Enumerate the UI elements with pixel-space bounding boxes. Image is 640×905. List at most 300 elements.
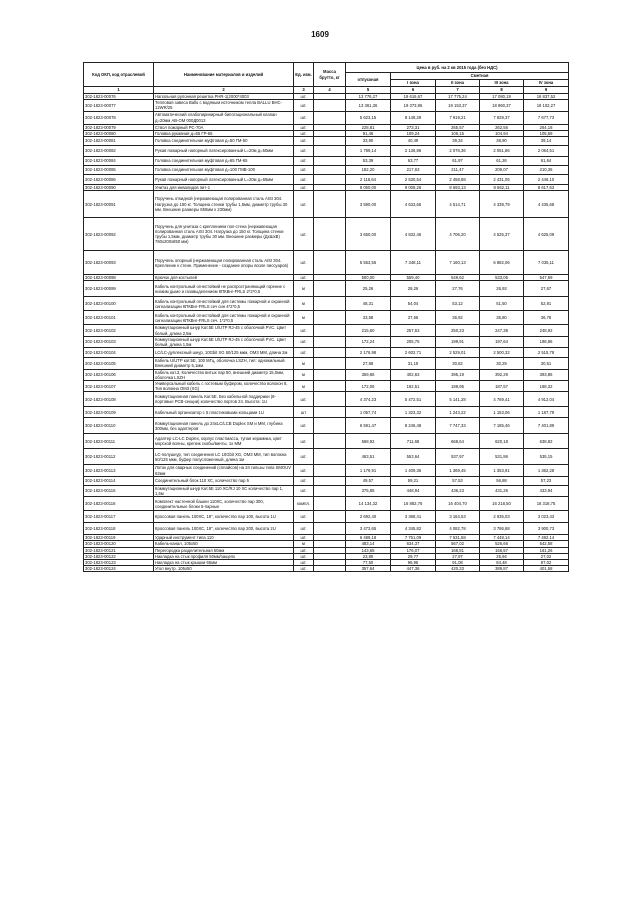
cell-z2: 4 514,71 xyxy=(436,191,480,218)
cell-release: 463,51 xyxy=(346,449,391,465)
cell-z2: 668,64 xyxy=(436,434,480,449)
table-row xyxy=(84,297,569,311)
cell-z2: 199,91 xyxy=(436,336,480,347)
cell-z2: 61,97 xyxy=(436,157,480,166)
col-index: 3 xyxy=(294,87,314,94)
table-row xyxy=(84,449,569,465)
cell-name: Лоток для сварных соединений (сплайсов) на 24 гильзы типа SMOUV 62мм xyxy=(154,465,294,476)
cell-z1: 402,63 xyxy=(391,369,436,380)
cell-z3: 84,48 xyxy=(480,560,524,566)
cell-z2: 4 082,78 xyxy=(436,523,480,535)
cell-z4: 264,18 xyxy=(524,124,569,130)
cell-code: 302-1823-00077 xyxy=(84,100,154,111)
cell-unit: м xyxy=(294,358,314,369)
table-row xyxy=(84,358,569,369)
col-index: 2 xyxy=(154,87,294,94)
cell-z2: 549,62 xyxy=(436,275,480,281)
cell-z2: 53,12 xyxy=(436,297,480,311)
cell-mass xyxy=(314,281,346,297)
cell-z4: 535,15 xyxy=(524,449,569,465)
cell-z1: 8 148,29 xyxy=(391,111,436,124)
cell-name: Головка соединительная муфтовая д=50 ГМ-50 xyxy=(154,137,294,146)
cell-code: 302-1823-00104 xyxy=(84,348,154,358)
cell-z3: 25,94 xyxy=(480,553,524,559)
cell-z4: 19 102,27 xyxy=(524,100,569,111)
cell-name: Коммутационная панель до 24xLC/LCB Duplex SM и MM, глубина 300мм, без адаптеров xyxy=(154,418,294,434)
cell-release: 1 057,74 xyxy=(346,407,391,418)
cell-code: 302-1823-00093 xyxy=(84,251,154,275)
header-release: отпускная xyxy=(346,73,391,87)
cell-z3: 61,26 xyxy=(480,157,524,166)
cell-release: 14 134,32 xyxy=(346,497,391,511)
cell-mass xyxy=(314,325,346,336)
cell-name: Коммутационный шнур Кат.5Е U/UTP RJ-45 с оболочкой PVC. Цвет белый, длина 1,5м xyxy=(154,336,294,347)
cell-mass xyxy=(314,511,346,523)
header-code: Код ОКП, код отраслевой xyxy=(84,63,154,87)
cell-z2: 19 153,37 xyxy=(436,100,480,111)
cell-z1: 205,75 xyxy=(391,336,436,347)
cell-z1: 28,26 xyxy=(391,281,436,297)
cell-release: 13 361,36 xyxy=(346,100,391,111)
cell-code: 302-1823-00105 xyxy=(84,358,154,369)
cell-release: 2 176,98 xyxy=(346,348,391,358)
cell-z2: 91,08 xyxy=(436,560,480,566)
cell-code: 302-1823-00102 xyxy=(84,325,154,336)
cell-z1: 16 882,76 xyxy=(391,497,436,511)
cell-z3: 51,50 xyxy=(480,297,524,311)
cell-code: 302-1823-00085 xyxy=(84,166,154,175)
cell-z4: 27,67 xyxy=(524,281,569,297)
cell-z3: 2 431,05 xyxy=(480,175,524,185)
cell-z1: 7 348,11 xyxy=(391,251,436,275)
cell-name: Коммутационный шнур Кат.5Е U/UTP RJ-45 с оболочкой PVC. Цвет белый, длина 2,5м xyxy=(154,325,294,336)
cell-z2: 30,62 xyxy=(436,358,480,369)
cell-z2: 27,76 xyxy=(436,281,480,297)
cell-z1: 19 373,95 xyxy=(391,100,436,111)
cell-z2: 2 076,36 xyxy=(436,146,480,157)
cell-mass xyxy=(314,358,346,369)
table-row xyxy=(84,465,569,476)
cell-code: 302-1823-00123 xyxy=(84,560,154,566)
cell-z3: 1 353,91 xyxy=(480,465,524,476)
cell-z4: 210,36 xyxy=(524,166,569,175)
cell-mass xyxy=(314,465,346,476)
cell-code: 302-1823-00082 xyxy=(84,146,154,157)
cell-name: Ствол пожарный РС-70А xyxy=(154,124,294,130)
cell-name: Головка соединительная муфтовая д=65 ГМ-65 xyxy=(154,157,294,166)
cell-name: Накладка на стык крышки 65мм xyxy=(154,560,294,566)
cell-release: 172,06 xyxy=(346,381,391,392)
cell-release: 215,60 xyxy=(346,325,391,336)
cell-unit: шт. xyxy=(294,166,314,175)
cell-release: 77,50 xyxy=(346,560,391,566)
cell-z1: 59,21 xyxy=(391,476,436,485)
cell-unit: шт. xyxy=(294,553,314,559)
cell-z2: 1 369,45 xyxy=(436,465,480,476)
cell-z3: 2 500,32 xyxy=(480,348,524,358)
cell-z2: 7 919,21 xyxy=(436,111,480,124)
cell-z2: 168,81 xyxy=(436,547,480,553)
header-price-group: Цена в руб. на 2 кв 2015 года (без НДС) xyxy=(346,63,569,73)
cell-code: 302-1823-00116 xyxy=(84,497,154,511)
cell-z4: 3 900,73 xyxy=(524,523,569,535)
cell-z2: 57,53 xyxy=(436,476,480,485)
cell-name: Кроссовая панель 100ХС, 19", количество пар 100, высота 1U xyxy=(154,511,294,523)
cell-z1: 711,68 xyxy=(391,434,436,449)
cell-code: 302-1823-00100 xyxy=(84,297,154,311)
cell-code: 302-1823-00109 xyxy=(84,407,154,418)
cell-code: 302-1823-00121 xyxy=(84,547,154,553)
cell-code: 302-1823-00112 xyxy=(84,449,154,465)
cell-z4: 57,23 xyxy=(524,476,569,485)
col-index: 4 xyxy=(314,87,346,94)
cell-unit: шт. xyxy=(294,560,314,566)
cell-release: 6 591,47 xyxy=(346,418,391,434)
cell-mass xyxy=(314,336,346,347)
cell-release: 5 623,15 xyxy=(346,111,391,124)
cell-name: Комплект настенной башни 110ХС, количество пар 300, соединительные блоки 5-парные xyxy=(154,497,294,511)
cell-z1: 19 616,67 xyxy=(391,94,436,100)
cell-release: 91,46 xyxy=(346,130,391,136)
cell-mass xyxy=(314,392,346,407)
cell-z3: 38,90 xyxy=(480,137,524,146)
cell-code: 302-1823-00120 xyxy=(84,541,154,547)
cell-z2: 189,95 xyxy=(436,381,480,392)
cell-mass xyxy=(314,497,346,511)
cell-unit: м xyxy=(294,297,314,311)
page-number: 1609 xyxy=(311,30,329,39)
cell-unit: шт. xyxy=(294,251,314,275)
cell-release: 53,39 xyxy=(346,157,391,166)
cell-z1: 4 633,66 xyxy=(391,191,436,218)
cell-z2: 36,92 xyxy=(436,311,480,325)
table-row xyxy=(84,434,569,449)
table-row xyxy=(84,369,569,380)
cell-code: 302-1823-00079 xyxy=(84,124,154,130)
cell-z4: 7 492,14 xyxy=(524,535,569,541)
cell-code: 302-1823-00122 xyxy=(84,553,154,559)
col-index: 1 xyxy=(84,87,154,94)
cell-mass xyxy=(314,191,346,218)
cell-release: 172,24 xyxy=(346,336,391,347)
header-estimate: Сметная xyxy=(391,73,569,80)
col-index: 7 xyxy=(436,87,480,94)
cell-z4: 7 401,89 xyxy=(524,418,569,434)
cell-z1: 29,77 xyxy=(391,553,436,559)
cell-code: 302-1823-00103 xyxy=(84,336,154,347)
price-table xyxy=(83,62,569,572)
cell-name: Поручень для унитаза с креплением пол-стена (нержавеющая полированная сталь AISI 304. Нагрузка до 150 кг. Толщина стенки трубы 1,5мм, диаметр трубы 30 мм. Внешние размеры (ДхШхВ) 760х200х850 мм) xyxy=(154,218,294,251)
cell-release: 3 650,00 xyxy=(346,218,391,251)
cell-code: 302-1823-00099 xyxy=(84,281,154,297)
table-row xyxy=(84,251,569,275)
cell-z1: 2 530,54 xyxy=(391,175,436,185)
cell-name: Ударный инструмент типа 110 xyxy=(154,535,294,541)
cell-z2: 3 164,53 xyxy=(436,511,480,523)
cell-unit: м xyxy=(294,369,314,380)
cell-z4: 105,59 xyxy=(524,130,569,136)
cell-unit: шт. xyxy=(294,325,314,336)
cell-code: 302-1823-00081 xyxy=(84,137,154,146)
cell-z1: 4 345,82 xyxy=(391,523,436,535)
cell-code: 302-1823-00108 xyxy=(84,392,154,407)
cell-name: Кабель контрольный огнестойкий не распространяющий горение с низким дымо и газовыделением КПКВнг-FRLS 2*2*0,5 xyxy=(154,281,294,297)
cell-z1: 192,51 xyxy=(391,381,436,392)
cell-code: 302-1823-00076 xyxy=(84,94,154,100)
cell-mass xyxy=(314,485,346,496)
cell-z3: 1 153,06 xyxy=(480,407,524,418)
cell-z3: 247,38 xyxy=(480,325,524,336)
cell-release: 3 473,65 xyxy=(346,523,391,535)
cell-name: Адаптер LC-LC Duplex, корпус пластмасса, тупая керамика, цвет морской волны, крепеж скобы/винты. 1x MM xyxy=(154,434,294,449)
cell-unit: шт. xyxy=(294,111,314,124)
cell-z4: 7 677,73 xyxy=(524,111,569,124)
table-row xyxy=(84,485,569,496)
cell-mass xyxy=(314,311,346,325)
cell-unit: шт. xyxy=(294,392,314,407)
cell-release: 13 776,27 xyxy=(346,94,391,100)
cell-z2: 436,23 xyxy=(436,485,480,496)
cell-name: LC-полушнур, тип соединения LC 10Gbit XG, OM3 MM, тип волокна 50/125 мкм, буфер полусложенный, длина 1м xyxy=(154,449,294,465)
cell-z3: 531,86 xyxy=(480,449,524,465)
cell-release: 27,88 xyxy=(346,358,391,369)
cell-z4: 1 187,79 xyxy=(524,407,569,418)
cell-release: 33,58 xyxy=(346,311,391,325)
cell-z1: 257,53 xyxy=(391,325,436,336)
cell-unit: шт. xyxy=(294,336,314,347)
cell-z3: 30,29 xyxy=(480,358,524,369)
cell-code: 302-1823-00114 xyxy=(84,476,154,485)
table-row xyxy=(84,166,569,175)
cell-z1: 9 008,28 xyxy=(391,185,436,191)
cell-mass xyxy=(314,157,346,166)
col-index: 6 xyxy=(391,87,436,94)
header-zone4: IV зона xyxy=(524,80,569,87)
cell-z1: 217,63 xyxy=(391,166,436,175)
header-zone3: III зона xyxy=(480,80,524,87)
cell-z4: 87,02 xyxy=(524,560,569,566)
cell-z3: 56,88 xyxy=(480,476,524,485)
table-row xyxy=(84,175,569,185)
header-name: Наименование материалов и изделий xyxy=(154,63,294,87)
cell-release: 23,80 xyxy=(346,553,391,559)
cell-z2: 2 458,88 xyxy=(436,175,480,185)
header-mass: Масса брутто, кг xyxy=(314,63,346,87)
cell-code: 302-1823-00113 xyxy=(84,465,154,476)
cell-code: 302-1823-00091 xyxy=(84,191,154,218)
table-row xyxy=(84,146,569,157)
table-row xyxy=(84,100,569,111)
cell-z1: 634,37 xyxy=(391,541,436,547)
cell-z4: 2 064,51 xyxy=(524,146,569,157)
cell-z1: 176,07 xyxy=(391,547,436,553)
table-row xyxy=(84,191,569,218)
cell-mass xyxy=(314,418,346,434)
cell-code: 302-1823-00118 xyxy=(84,523,154,535)
cell-unit: шт. xyxy=(294,523,314,535)
cell-name: Кабель контрольный огнестойкий для системы пожарной и охранной сигнализации КПКВнг-FRLS сеч. 1*2*0,5 xyxy=(154,311,294,325)
cell-unit: шт. xyxy=(294,94,314,100)
cell-unit: шт. xyxy=(294,418,314,434)
cell-code: 302-1823-00124 xyxy=(84,566,154,572)
cell-z4: 542,58 xyxy=(524,541,569,547)
cell-release: 1 789,14 xyxy=(346,146,391,157)
cell-z4: 52,91 xyxy=(524,297,569,311)
cell-z4: 198,86 xyxy=(524,336,569,347)
cell-mass xyxy=(314,476,346,485)
table-row xyxy=(84,348,569,358)
cell-z4: 4 435,68 xyxy=(524,191,569,218)
cell-z2: 4 706,20 xyxy=(436,218,480,251)
table-row xyxy=(84,511,569,523)
table-row xyxy=(84,497,569,511)
cell-name: Рукав пожарный напорный латексированный L=20м д=50мм xyxy=(154,146,294,157)
cell-unit: шт. xyxy=(294,275,314,281)
cell-code: 302-1823-00090 xyxy=(84,185,154,191)
cell-z4: 2 446,10 xyxy=(524,175,569,185)
cell-unit: шт. xyxy=(294,137,314,146)
cell-code: 302-1823-00111 xyxy=(84,434,154,449)
cell-mass xyxy=(314,218,346,251)
cell-z2: 8 693,13 xyxy=(436,185,480,191)
cell-z2: 211,47 xyxy=(436,166,480,175)
cell-release: 182,20 xyxy=(346,166,391,175)
cell-z3: 526,66 xyxy=(480,541,524,547)
cell-release: 500,00 xyxy=(346,275,391,281)
cell-mass xyxy=(314,348,346,358)
cell-code: 302-1823-00107 xyxy=(84,381,154,392)
cell-unit: шт. xyxy=(294,130,314,136)
cell-z4: 27,02 xyxy=(524,553,569,559)
cell-z1: 1 409,36 xyxy=(391,465,436,476)
cell-z1: 7 751,09 xyxy=(391,535,436,541)
cell-mass xyxy=(314,369,346,380)
cell-name: Коммутационный шнур Кат.5Е 110 ХС/RJ 10 ХС количество пар 1, 1,5м xyxy=(154,485,294,496)
cell-unit: шт. xyxy=(294,191,314,218)
cell-release: 6 489,18 xyxy=(346,535,391,541)
cell-code: 302-1823-00084 xyxy=(84,157,154,166)
cell-z4: 16 318,75 xyxy=(524,497,569,511)
cell-name: Кабель кат.3, Количество витых пар 50, внешний диаметр 15,0мм, оболочка LSZH xyxy=(154,369,294,380)
cell-unit: шт. xyxy=(294,449,314,465)
cell-z1: 37,56 xyxy=(391,311,436,325)
cell-code: 302-1823-00117 xyxy=(84,511,154,523)
cell-z4: 4 912,04 xyxy=(524,392,569,407)
cell-mass xyxy=(314,100,346,111)
cell-release: 4 374,23 xyxy=(346,392,391,407)
cell-z3: 197,64 xyxy=(480,336,524,347)
cell-mass xyxy=(314,381,346,392)
cell-unit: шт. xyxy=(294,100,314,111)
cell-z3: 620,18 xyxy=(480,434,524,449)
cell-z4: 188,32 xyxy=(524,381,569,392)
cell-z4: 36,78 xyxy=(524,311,569,325)
cell-mass xyxy=(314,566,346,572)
table-row xyxy=(84,476,569,485)
col-index: 8 xyxy=(480,87,524,94)
cell-unit: м xyxy=(294,381,314,392)
cell-mass xyxy=(314,166,346,175)
cell-code: 302-1823-00078 xyxy=(84,111,154,124)
cell-unit: шт. xyxy=(294,566,314,572)
cell-z4: 8 617,63 xyxy=(524,185,569,191)
cell-release: 3 590,00 xyxy=(346,191,391,218)
cell-code: 302-1823-00086 xyxy=(84,175,154,185)
table-row xyxy=(84,381,569,392)
table-row xyxy=(84,218,569,251)
cell-z1: 31,19 xyxy=(391,358,436,369)
cell-z2: 1 243,22 xyxy=(436,407,480,418)
cell-z4: 16 837,52 xyxy=(524,94,569,100)
cell-code: 302-1823-00110 xyxy=(84,418,154,434)
cell-z3: 8 562,11 xyxy=(480,185,524,191)
cell-z1: 63,77 xyxy=(391,157,436,166)
cell-z4: 7 035,11 xyxy=(524,251,569,275)
cell-z1: 2 602,71 xyxy=(391,348,436,358)
table-row xyxy=(84,407,569,418)
cell-z2: 250,23 xyxy=(436,325,480,336)
cell-z1: 448,94 xyxy=(391,485,436,496)
cell-code: 302-1823-00119 xyxy=(84,535,154,541)
cell-z4: 433,94 xyxy=(524,485,569,496)
cell-release: 8 050,00 xyxy=(346,185,391,191)
cell-name: Кабель-канал, 105х50 xyxy=(154,541,294,547)
header-unit: Ед. изм. xyxy=(294,63,314,87)
cell-z3: 4 339,79 xyxy=(480,191,524,218)
cell-z3: 2 051,86 xyxy=(480,146,524,157)
cell-unit: шт. xyxy=(294,157,314,166)
cell-mass xyxy=(314,146,346,157)
cell-release: 49,57 xyxy=(346,476,391,485)
cell-z3: 4 769,41 xyxy=(480,392,524,407)
table-row xyxy=(84,281,569,297)
cell-unit: шт. xyxy=(294,465,314,476)
cell-z3: 6 882,06 xyxy=(480,251,524,275)
cell-unit: шт xyxy=(294,407,314,418)
cell-unit: шт. xyxy=(294,511,314,523)
cell-unit: компл. xyxy=(294,497,314,511)
cell-unit: м xyxy=(294,541,314,547)
col-index: 9 xyxy=(524,87,569,94)
cell-name: Крючок для костылей xyxy=(154,275,294,281)
cell-z2: 2 529,01 xyxy=(436,348,480,358)
cell-release: 483,14 xyxy=(346,541,391,547)
cell-z1: 447,36 xyxy=(391,566,436,572)
col-index: 5 xyxy=(346,87,391,94)
table-row xyxy=(84,157,569,166)
cell-z1: 273,31 xyxy=(391,124,436,130)
table-row xyxy=(84,418,569,434)
cell-release: 143,65 xyxy=(346,547,391,553)
cell-release: 228,81 xyxy=(346,124,391,130)
cell-name: Кабель контрольный огнестойкий для системы пожарной и охранной сигнализации КПКВнг-FRLS сеч син 4*2*0,5 xyxy=(154,297,294,311)
cell-z4: 401,58 xyxy=(524,566,569,572)
cell-z1: 4 832,46 xyxy=(391,218,436,251)
cell-z1: 109,24 xyxy=(391,130,436,136)
cell-z3: 35,80 xyxy=(480,311,524,325)
cell-release: 5 553,55 xyxy=(346,251,391,275)
cell-z3: 156,57 xyxy=(480,547,524,553)
cell-z3: 7 448,14 xyxy=(480,535,524,541)
cell-z3: 262,56 xyxy=(480,124,524,130)
cell-z3: 2 935,03 xyxy=(480,511,524,523)
cell-name: Напольная рулонная решетка PHR-1(2000*4003 xyxy=(154,94,294,100)
cell-z2: 395,19 xyxy=(436,369,480,380)
cell-z4: 2 515,78 xyxy=(524,348,569,358)
cell-release: 25,26 xyxy=(346,281,391,297)
cell-release: 33,90 xyxy=(346,137,391,146)
cell-code: 302-1823-00106 xyxy=(84,369,154,380)
